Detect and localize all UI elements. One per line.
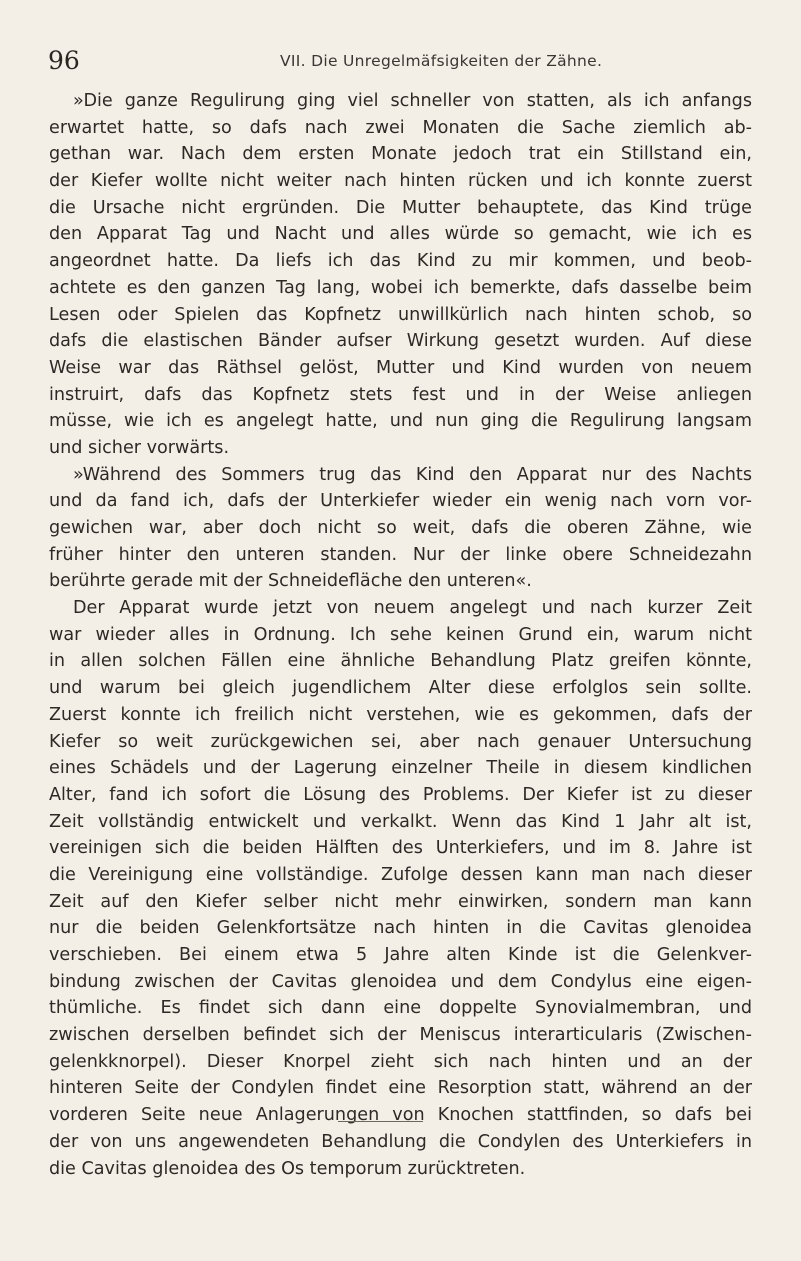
text-line: zwischen derselben befindet sich der Meniscus interarticularis (Zwischen- — [49, 1025, 752, 1046]
text-line: instruirt, dafs das Kopfnetz stets fest und in der Weise anliegen — [49, 384, 752, 405]
text-line: in allen solchen Fällen eine ähnliche Behandlung Platz greifen könnte, — [49, 651, 752, 672]
text-line: bindung zwischen der Cavitas glenoidea und dem Condylus eine eigen- — [49, 971, 752, 992]
text-line: »Die ganze Regulirung ging viel schneller von statten, als ich anfangs — [73, 91, 752, 111]
page-number: 96 — [48, 46, 80, 75]
text-line: müsse, wie ich es angelegt hatte, und nun ging die Regulirung langsam — [49, 411, 752, 432]
text-line: achtete es den ganzen Tag lang, wobei ich bemerkte, dafs dasselbe beim — [49, 277, 752, 298]
text-line: gewichen war, aber doch nicht so weit, dafs die oberen Zähne, wie — [49, 518, 752, 538]
text-line: und warum bei gleich jugendlichem Alter diese erfolglos sein sollte. — [49, 678, 752, 699]
text-line: Kiefer so weit zurückgewichen sei, aber nach genauer Untersuchung — [49, 731, 752, 752]
text-line: Zeit auf den Kiefer selber nicht mehr einwirken, sondern man kann — [49, 891, 752, 912]
closing-rule — [338, 1121, 423, 1122]
text-line: Lesen oder Spielen das Kopfnetz unwillkürlich nach hinten schob, so — [49, 304, 752, 325]
running-head: VII. Die Unregelmäfsigkeiten der Zähne. — [280, 52, 603, 70]
text-line: früher hinter den unteren standen. Nur der linke obere Schneidezahn — [49, 544, 752, 565]
text-line: den Apparat Tag und Nacht und alles würde so gemacht, wie ich es — [49, 224, 752, 245]
text-line: Alter, fand ich sofort die Lösung des Problems. Der Kiefer ist zu dieser — [49, 784, 752, 805]
text-line: der Kiefer wollte nicht weiter nach hinten rücken und ich konnte zuerst — [49, 171, 752, 192]
text-line: angeordnet hatte. Da liefs ich das Kind zu mir kommen, und beob- — [49, 251, 752, 272]
text-line: Zuerst konnte ich freilich nicht verstehen, wie es gekommen, dafs der — [49, 704, 752, 725]
text-line: Zeit vollständig entwickelt und verkalkt. Wenn das Kind 1 Jahr alt ist, — [49, 811, 752, 832]
page-header — [48, 46, 768, 76]
text-line: und sicher vorwärts. — [49, 437, 230, 458]
text-line: der von uns angewendeten Behandlung die Condylen des Unterkiefers in — [49, 1131, 752, 1152]
text-line: gethan war. Nach dem ersten Monate jedoch trat ein Stillstand ein, — [49, 144, 752, 165]
text-line: und da fand ich, dafs der Unterkiefer wieder ein wenig nach vorn vor- — [49, 491, 752, 512]
text-line: die Ursache nicht ergründen. Die Mutter behauptete, das Kind trüge — [49, 197, 752, 218]
text-line: dafs die elastischen Bänder aufser Wirkung gesetzt wurden. Auf diese — [49, 331, 752, 352]
text-line: erwartet hatte, so dafs nach zwei Monaten die Sache ziemlich ab- — [49, 117, 752, 138]
text-line: nur die beiden Gelenkfortsätze nach hinten in die Cavitas glenoidea — [49, 918, 752, 939]
text-line: Weise war das Räthsel gelöst, Mutter und Kind wurden von neuem — [49, 357, 752, 378]
text-line: »Während des Sommers trug das Kind den Apparat nur des Nachts — [73, 464, 752, 485]
text-line: war wieder alles in Ordnung. Ich sehe keinen Grund ein, warum nicht — [49, 624, 752, 645]
text-line: berührte gerade mit der Schneidefläche den unteren«. — [49, 571, 532, 592]
text-line: die Cavitas glenoidea des Os temporum zurücktreten. — [49, 1158, 526, 1179]
text-line: verschieben. Bei einem etwa 5 Jahre alten Kinde ist die Gelenkver- — [49, 945, 752, 965]
text-line: vorderen Seite neue Anlagerungen von Knochen stattfinden, so dafs bei — [49, 1105, 752, 1126]
text-line: hinteren Seite der Condylen findet eine Resorption statt, während an der — [49, 1078, 752, 1099]
text-line: Der Apparat wurde jetzt von neuem angelegt und nach kurzer Zeit — [73, 598, 752, 619]
text-line: die Vereinigung eine vollständige. Zufolge dessen kann man nach dieser — [49, 864, 752, 885]
text-line: gelenkknorpel). Dieser Knorpel zieht sich nach hinten und an der — [49, 1051, 752, 1072]
text-line: eines Schädels und der Lagerung einzelner Theile in diesem kindlichen — [49, 758, 752, 779]
text-line: thümliche. Es findet sich dann eine doppelte Synovialmembran, und — [49, 998, 752, 1019]
body-text — [49, 88, 752, 1182]
text-line: vereinigen sich die beiden Hälften des Unterkiefers, und im 8. Jahre ist — [49, 838, 752, 859]
